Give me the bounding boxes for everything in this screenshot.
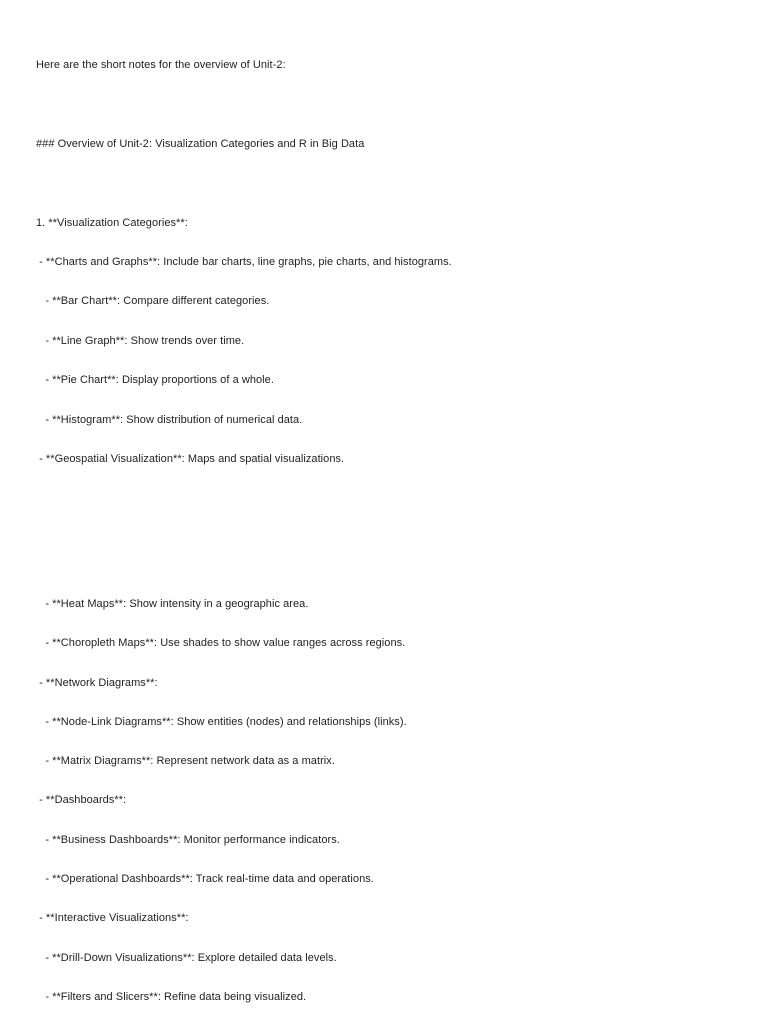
list-item: - **Interactive Visualizations**: — [36, 912, 189, 924]
list-item: 1. **Visualization Categories**: — [36, 217, 188, 229]
list-item: - **Operational Dashboards**: Track real-time data and operations. — [36, 873, 374, 885]
list-item: - **Network Diagrams**: — [36, 677, 158, 689]
list-item: - **Bar Chart**: Compare different categories. — [36, 295, 270, 307]
list-item: - **Business Dashboards**: Monitor performance indicators. — [36, 834, 340, 846]
list-item: - **Pie Chart**: Display proportions of a whole. — [36, 374, 274, 386]
list-item: - **Charts and Graphs**: Include bar charts, line graphs, pie charts, and histograms. — [36, 256, 452, 268]
list-item: - **Geospatial Visualization**: Maps and spatial visualizations. — [36, 453, 345, 465]
list-item: - **Heat Maps**: Show intensity in a geographic area. — [36, 598, 309, 610]
list-item: - **Choropleth Maps**: Use shades to show value ranges across regions. — [36, 637, 406, 649]
list-item: - **Dashboards**: — [36, 794, 127, 806]
section-heading: ### Overview of Unit-2: Visualization Categories and R in Big Data — [36, 138, 365, 150]
intro-text: Here are the short notes for the overview of Unit-2: — [36, 59, 286, 71]
list-item: - **Histogram**: Show distribution of numerical data. — [36, 414, 303, 426]
list-item: - **Line Graph**: Show trends over time. — [36, 335, 245, 347]
list-item: - **Matrix Diagrams**: Represent network data as a matrix. — [36, 755, 335, 767]
list-item: - **Drill-Down Visualizations**: Explore detailed data levels. — [36, 952, 337, 964]
list-item: - **Node-Link Diagrams**: Show entities (nodes) and relationships (links). — [36, 716, 407, 728]
list-item: - **Filters and Slicers**: Refine data being visualized. — [36, 991, 307, 1003]
